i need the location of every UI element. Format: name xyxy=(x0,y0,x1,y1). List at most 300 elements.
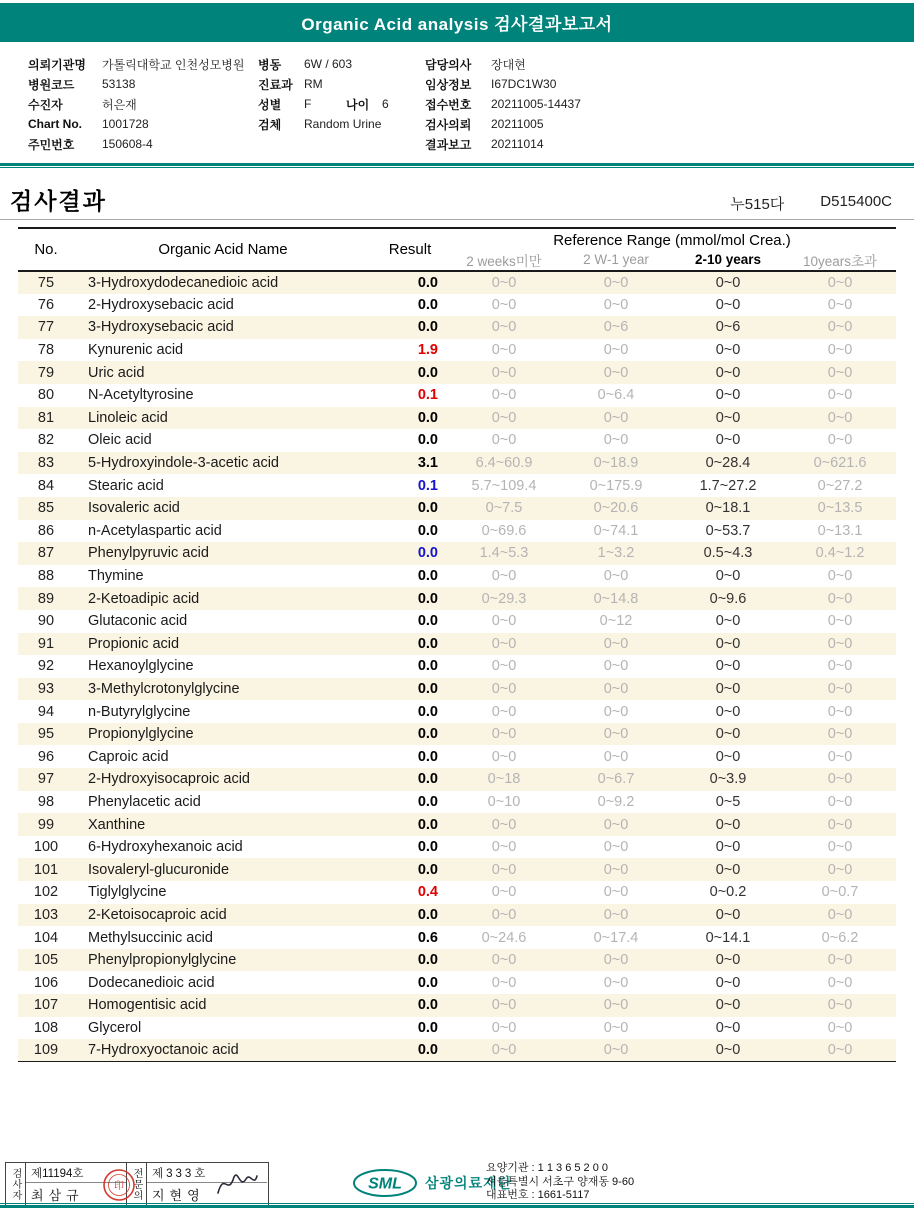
row-number: 81 xyxy=(37,409,55,426)
row-number: 92 xyxy=(37,658,55,675)
column-header-name: Organic Acid Name xyxy=(158,241,288,258)
acid-name: 3-Methylcrotonylglycine xyxy=(88,680,240,697)
field-hospital-code xyxy=(28,74,258,94)
row-number: 83 xyxy=(37,455,55,472)
range-2w-1year: 0~14.8 xyxy=(593,590,639,607)
table-row xyxy=(18,497,896,520)
acid-name: Oleic acid xyxy=(88,432,152,449)
range-10years: 0.4~1.2 xyxy=(815,545,865,562)
range-10years: 0~13.1 xyxy=(817,522,863,539)
range-2-10years: 0~0 xyxy=(715,726,741,743)
patient-info xyxy=(28,54,908,154)
table-row xyxy=(18,791,896,814)
result-value: 0.0 xyxy=(417,500,438,517)
range-10years: 0~0 xyxy=(827,974,853,991)
info-label: 진료과 xyxy=(258,77,293,92)
row-number: 93 xyxy=(37,680,55,697)
result-value: 0.6 xyxy=(417,929,438,946)
range-2-10years: 0~0 xyxy=(715,997,741,1014)
row-number: 91 xyxy=(37,635,55,652)
acid-name: Caproic acid xyxy=(88,748,169,765)
range-2-10years: 0~0 xyxy=(715,974,741,991)
range-2weeks: 0~0 xyxy=(491,952,517,969)
range-2w-1year: 0~0 xyxy=(603,274,629,291)
report-title: Organic Acid analysis 검사결과보고서 xyxy=(301,15,613,34)
result-value: 0.0 xyxy=(417,906,438,923)
table-row xyxy=(18,858,896,881)
result-value: 0.0 xyxy=(417,680,438,697)
row-number: 89 xyxy=(37,590,55,607)
table-row xyxy=(18,271,896,294)
row-number: 102 xyxy=(33,884,59,901)
acid-name: Phenylpyruvic acid xyxy=(88,545,209,562)
range-2weeks: 0~0 xyxy=(491,319,517,336)
range-2w-1year: 0~0 xyxy=(603,1019,629,1036)
range-2w-1year: 0~0 xyxy=(603,816,629,833)
range-2w-1year: 0~0 xyxy=(603,884,629,901)
result-value: 0.0 xyxy=(417,793,438,810)
acid-name: 6-Hydroxyhexanoic acid xyxy=(88,839,243,856)
range-2-10years: 0~0 xyxy=(715,342,741,359)
table-row xyxy=(18,881,896,904)
range-10years: 0~0 xyxy=(827,1019,853,1036)
row-number: 107 xyxy=(33,997,59,1014)
info-label: 병원코드 xyxy=(28,77,75,92)
table-row xyxy=(18,768,896,791)
result-value: 0.1 xyxy=(417,387,438,404)
row-number: 85 xyxy=(37,500,55,517)
range-2-10years: 0~3.9 xyxy=(709,771,747,788)
acid-name: Phenylacetic acid xyxy=(88,793,201,810)
acid-name: Propionic acid xyxy=(88,635,180,652)
range-2-10years: 0~0 xyxy=(715,816,741,833)
table-row xyxy=(18,565,896,588)
row-number: 75 xyxy=(37,274,55,291)
sml-logo-icon xyxy=(352,1168,418,1198)
table-row xyxy=(18,904,896,927)
range-2-10years: 0~18.1 xyxy=(705,500,751,517)
table-row xyxy=(18,610,896,633)
range-2weeks: 0~0 xyxy=(491,364,517,381)
range-2-10years: 0~0 xyxy=(715,748,741,765)
range-2weeks: 0~0 xyxy=(491,1019,517,1036)
acid-name: Isovaleryl-glucuronide xyxy=(88,861,230,878)
range-2-10years: 0~0 xyxy=(715,952,741,969)
range-2-10years: 0~0 xyxy=(715,680,741,697)
acid-name: 2-Hydroxyisocaproic acid xyxy=(88,771,250,788)
result-value: 0.0 xyxy=(417,839,438,856)
range-2weeks: 5.7~109.4 xyxy=(471,477,537,494)
range-10years: 0~0 xyxy=(827,658,853,675)
range-2w-1year: 0~0 xyxy=(603,296,629,313)
range-10years: 0~0 xyxy=(827,793,853,810)
range-10years: 0~0 xyxy=(827,952,853,969)
range-2weeks: 1.4~5.3 xyxy=(479,545,529,562)
range-2-10years: 0~6 xyxy=(715,319,741,336)
acid-name: Tiglylglycine xyxy=(88,884,167,901)
heading-divider xyxy=(0,219,914,220)
organization-address: 서울특별시 서초구 양재동 9-60 xyxy=(486,1175,635,1188)
result-value: 1.9 xyxy=(417,342,438,359)
range-2-10years: 0~0 xyxy=(715,432,741,449)
result-value: 0.0 xyxy=(417,522,438,539)
acid-name: Propionylglycine xyxy=(88,726,194,743)
range-10years: 0~0 xyxy=(827,748,853,765)
organization-name: 삼광의료재단 xyxy=(425,1175,513,1191)
examiner-seal-icon xyxy=(102,1168,136,1207)
range-2weeks: 0~0 xyxy=(491,1042,517,1059)
table-row xyxy=(18,949,896,972)
result-value: 0.0 xyxy=(417,1019,438,1036)
acid-name: Hexanoylglycine xyxy=(88,658,194,675)
table-row xyxy=(18,655,896,678)
row-number: 77 xyxy=(37,319,55,336)
row-number: 90 xyxy=(37,613,55,630)
range-2weeks: 0~29.3 xyxy=(481,590,527,607)
result-value: 0.0 xyxy=(417,726,438,743)
range-2weeks: 0~69.6 xyxy=(481,522,527,539)
range-2weeks: 0~0 xyxy=(491,296,517,313)
range-10years: 0~621.6 xyxy=(813,455,867,472)
result-value: 0.1 xyxy=(417,477,438,494)
result-value: 0.4 xyxy=(417,884,438,901)
range-2w-1year: 0~9.2 xyxy=(597,793,635,810)
bottom-divider xyxy=(0,1203,914,1208)
table-row xyxy=(18,542,896,565)
section-title: 검사결과 xyxy=(10,188,107,214)
range-2w-1year: 0~17.4 xyxy=(593,929,639,946)
info-value: I67DC1W30 xyxy=(491,77,557,91)
row-number: 79 xyxy=(37,364,55,381)
range-2weeks: 0~0 xyxy=(491,726,517,743)
range-10years: 0~0 xyxy=(827,726,853,743)
row-number: 100 xyxy=(33,839,59,856)
range-2-10years: 0~0 xyxy=(715,1019,741,1036)
field-receipt-no xyxy=(425,94,908,114)
table-row xyxy=(18,678,896,701)
acid-name: n-Acetylaspartic acid xyxy=(88,522,222,539)
result-value: 0.0 xyxy=(417,771,438,788)
range-10years: 0~0 xyxy=(827,274,853,291)
range-2w-1year: 0~0 xyxy=(603,974,629,991)
result-value: 0.0 xyxy=(417,432,438,449)
range-2weeks: 0~10 xyxy=(487,793,521,810)
info-label: 검사의뢰 xyxy=(425,117,472,132)
row-number: 103 xyxy=(33,906,59,923)
field-specimen xyxy=(258,114,425,134)
table-row xyxy=(18,384,896,407)
info-value: 6 xyxy=(382,97,389,111)
result-value: 0.0 xyxy=(417,1042,438,1059)
range-2-10years: 0~0 xyxy=(715,364,741,381)
result-value: 0.0 xyxy=(417,748,438,765)
range-2w-1year: 0~0 xyxy=(603,680,629,697)
info-value: 20211014 xyxy=(491,137,544,151)
range-10years: 0~27.2 xyxy=(817,477,863,494)
field-referrer xyxy=(28,54,258,74)
range-2-10years: 0.5~4.3 xyxy=(703,545,753,562)
row-number: 96 xyxy=(37,748,55,765)
row-number: 88 xyxy=(37,568,55,585)
table-row xyxy=(18,836,896,859)
range-2weeks: 0~0 xyxy=(491,568,517,585)
range-2weeks: 0~0 xyxy=(491,884,517,901)
info-label: 나이 xyxy=(346,97,370,112)
result-value: 0.0 xyxy=(417,409,438,426)
table-row xyxy=(18,474,896,497)
range-2w-1year: 0~0 xyxy=(603,658,629,675)
info-label: 임상정보 xyxy=(425,77,472,92)
range-2w-1year: 0~175.9 xyxy=(589,477,643,494)
range-2w-1year: 0~0 xyxy=(603,635,629,652)
range-2-10years: 0~0 xyxy=(715,658,741,675)
acid-name: Glycerol xyxy=(88,1019,142,1036)
range-2-10years: 0~0 xyxy=(715,409,741,426)
info-label: 결과보고 xyxy=(425,137,472,152)
patient-info-middle-column xyxy=(258,54,425,154)
acid-name: Phenylpropionylglycine xyxy=(88,952,237,969)
result-value: 0.0 xyxy=(417,568,438,585)
info-value: Random Urine xyxy=(304,117,382,131)
acid-name: 2-Hydroxysebacic acid xyxy=(88,296,234,313)
acid-name: Xanthine xyxy=(88,816,146,833)
range-10years: 0~0 xyxy=(827,771,853,788)
range-2w-1year: 0~0 xyxy=(603,861,629,878)
report-footer xyxy=(0,1158,914,1208)
range-2w-1year: 0~0 xyxy=(603,748,629,765)
info-value: RM xyxy=(304,77,323,91)
range-10years: 0~0 xyxy=(827,613,853,630)
range-2weeks: 0~0 xyxy=(491,703,517,720)
range-2w-1year: 0~20.6 xyxy=(593,500,639,517)
section-codes xyxy=(730,193,892,214)
range-2-10years: 0~0 xyxy=(715,613,741,630)
range-2w-1year: 0~0 xyxy=(603,726,629,743)
row-number: 105 xyxy=(33,952,59,969)
range-10years: 0~0 xyxy=(827,1042,853,1059)
column-header-reference-range: Reference Range (mmol/mol Crea.) xyxy=(553,232,791,249)
range-2-10years: 0~0 xyxy=(715,274,741,291)
result-value: 0.0 xyxy=(417,861,438,878)
range-2weeks: 0~0 xyxy=(491,432,517,449)
acid-name: Glutaconic acid xyxy=(88,613,188,630)
range-2-10years: 0~14.1 xyxy=(705,929,751,946)
test-code-kr: 누515다 xyxy=(730,196,785,213)
acid-name: 2-Ketoadipic acid xyxy=(88,590,200,607)
row-number: 106 xyxy=(33,974,59,991)
table-row xyxy=(18,407,896,430)
range-10years: 0~0 xyxy=(827,364,853,381)
table-row xyxy=(18,994,896,1017)
range-2weeks: 0~0 xyxy=(491,997,517,1014)
row-number: 80 xyxy=(37,387,55,404)
range-2-10years: 0~0 xyxy=(715,703,741,720)
teal-divider xyxy=(0,163,914,168)
range-10years: 0~0 xyxy=(827,342,853,359)
test-code-en: D515400C xyxy=(820,193,892,210)
range-2weeks: 0~18 xyxy=(487,771,521,788)
acid-name: 5-Hydroxyindole-3-acetic acid xyxy=(88,455,279,472)
column-header-result: Result xyxy=(388,241,432,258)
specialist-cert-number: 제333호 xyxy=(147,1163,267,1183)
info-value: F xyxy=(304,97,312,111)
info-label: 성별 xyxy=(258,97,282,112)
field-request-date xyxy=(425,114,908,134)
result-value: 3.1 xyxy=(417,455,438,472)
range-2w-1year: 0~0 xyxy=(603,342,629,359)
range-2-10years: 0~28.4 xyxy=(705,455,751,472)
examiner-role-label: 검사자 xyxy=(6,1163,26,1205)
range-10years: 0~0 xyxy=(827,387,853,404)
range-2weeks: 0~0 xyxy=(491,861,517,878)
field-patient-name xyxy=(28,94,258,114)
range-2weeks: 0~0 xyxy=(491,658,517,675)
table-row xyxy=(18,294,896,317)
field-doctor xyxy=(425,54,908,74)
organization-info xyxy=(486,1162,634,1203)
range-2weeks: 0~0 xyxy=(491,387,517,404)
range-10years: 0~0 xyxy=(827,409,853,426)
range-10years: 0~0 xyxy=(827,816,853,833)
table-row xyxy=(18,1017,896,1040)
range-2-10years: 0~53.7 xyxy=(705,522,751,539)
results-table-body xyxy=(18,271,896,1062)
range-10years: 0~0 xyxy=(827,997,853,1014)
range-2weeks: 0~7.5 xyxy=(485,500,523,517)
table-row xyxy=(18,520,896,543)
field-report-date xyxy=(425,134,908,154)
info-value: 허은재 xyxy=(102,97,137,112)
field-department xyxy=(258,74,425,94)
range-10years: 0~13.5 xyxy=(817,500,863,517)
range-2w-1year: 0~0 xyxy=(603,1042,629,1059)
specialist-name: 지현영 xyxy=(152,1187,205,1203)
table-row xyxy=(18,723,896,746)
patient-info-left-column xyxy=(28,54,258,154)
info-label: 의뢰기관명 xyxy=(28,57,86,72)
row-number: 76 xyxy=(37,296,55,313)
info-value: 20211005-14437 xyxy=(491,97,581,111)
range-2w-1year: 0~18.9 xyxy=(593,455,639,472)
examiner-cert-number: 제11194호 xyxy=(26,1163,126,1183)
table-row xyxy=(18,339,896,362)
info-label: 접수번호 xyxy=(425,97,472,112)
range-2-10years: 0~0 xyxy=(715,861,741,878)
range-2weeks: 0~0 xyxy=(491,906,517,923)
result-value: 0.0 xyxy=(417,590,438,607)
row-number: 82 xyxy=(37,432,55,449)
result-value: 0.0 xyxy=(417,545,438,562)
svg-text:印: 印 xyxy=(114,1181,124,1192)
range-2-10years: 0~0.2 xyxy=(709,884,747,901)
result-value: 0.0 xyxy=(417,658,438,675)
row-number: 108 xyxy=(33,1019,59,1036)
range-2weeks: 0~0 xyxy=(491,839,517,856)
range-2weeks: 0~0 xyxy=(491,974,517,991)
row-number: 99 xyxy=(37,816,55,833)
range-10years: 0~6.2 xyxy=(821,929,859,946)
range-2weeks: 0~0 xyxy=(491,816,517,833)
row-number: 109 xyxy=(33,1042,59,1059)
specialist-signature-icon xyxy=(214,1167,260,1206)
result-value: 0.0 xyxy=(417,364,438,381)
info-value: 6W / 603 xyxy=(304,57,353,71)
result-value: 0.0 xyxy=(417,613,438,630)
range-10years: 0~0.7 xyxy=(821,884,859,901)
range-2w-1year: 0~12 xyxy=(599,613,633,630)
acid-name: Kynurenic acid xyxy=(88,342,184,359)
info-label: 병동 xyxy=(258,57,282,72)
column-header-2w-1year: 2 W-1 year xyxy=(583,252,649,267)
range-2w-1year: 0~0 xyxy=(603,997,629,1014)
range-10years: 0~0 xyxy=(827,839,853,856)
range-2w-1year: 0~0 xyxy=(603,839,629,856)
info-value: 가톨릭대학교 인천성모병원 xyxy=(102,57,245,72)
range-2weeks: 0~24.6 xyxy=(481,929,527,946)
range-2-10years: 1.7~27.2 xyxy=(699,477,757,494)
range-2weeks: 0~0 xyxy=(491,635,517,652)
column-header-2-10years: 2-10 years xyxy=(694,252,762,267)
result-value: 0.0 xyxy=(417,974,438,991)
range-2w-1year: 0~0 xyxy=(603,952,629,969)
range-2w-1year: 0~6.4 xyxy=(597,387,635,404)
row-number: 104 xyxy=(33,929,59,946)
range-2w-1year: 0~0 xyxy=(603,409,629,426)
range-2-10years: 0~0 xyxy=(715,906,741,923)
range-2w-1year: 0~0 xyxy=(603,703,629,720)
range-2w-1year: 0~6.7 xyxy=(597,771,635,788)
range-2w-1year: 0~0 xyxy=(603,906,629,923)
range-2w-1year: 0~6 xyxy=(603,319,629,336)
range-10years: 0~0 xyxy=(827,568,853,585)
table-row xyxy=(18,316,896,339)
acid-name: Thymine xyxy=(88,568,144,585)
range-2weeks: 0~0 xyxy=(491,680,517,697)
range-2w-1year: 0~0 xyxy=(603,364,629,381)
range-2-10years: 0~0 xyxy=(715,296,741,313)
table-row xyxy=(18,361,896,384)
range-2weeks: 0~0 xyxy=(491,342,517,359)
range-2-10years: 0~9.6 xyxy=(709,590,747,607)
info-label: 수진자 xyxy=(28,97,63,112)
table-row xyxy=(18,452,896,475)
info-label: 담당의사 xyxy=(425,57,472,72)
row-number: 101 xyxy=(33,861,59,878)
row-number: 94 xyxy=(37,703,55,720)
range-10years: 0~0 xyxy=(827,861,853,878)
column-header-no: No. xyxy=(34,241,58,258)
care-institution-number: 요양기관 : 1 1 3 6 5 2 0 0 xyxy=(486,1162,609,1174)
info-value: 1001728 xyxy=(102,117,149,131)
table-row xyxy=(18,633,896,656)
acid-name: Stearic acid xyxy=(88,477,164,494)
field-ward xyxy=(258,54,425,74)
row-number: 98 xyxy=(37,793,55,810)
range-2-10years: 0~5 xyxy=(715,793,741,810)
table-row xyxy=(18,1039,896,1062)
results-table-header xyxy=(18,228,896,271)
range-2-10years: 0~0 xyxy=(715,1042,741,1059)
acid-name: Methylsuccinic acid xyxy=(88,929,213,946)
table-row xyxy=(18,587,896,610)
range-2w-1year: 1~3.2 xyxy=(597,545,635,562)
result-value: 0.0 xyxy=(417,997,438,1014)
info-label: Chart No. xyxy=(28,117,82,131)
results-table xyxy=(18,227,896,1062)
acid-name: 3-Hydroxysebacic acid xyxy=(88,319,234,336)
table-row xyxy=(18,926,896,949)
result-value: 0.0 xyxy=(417,952,438,969)
